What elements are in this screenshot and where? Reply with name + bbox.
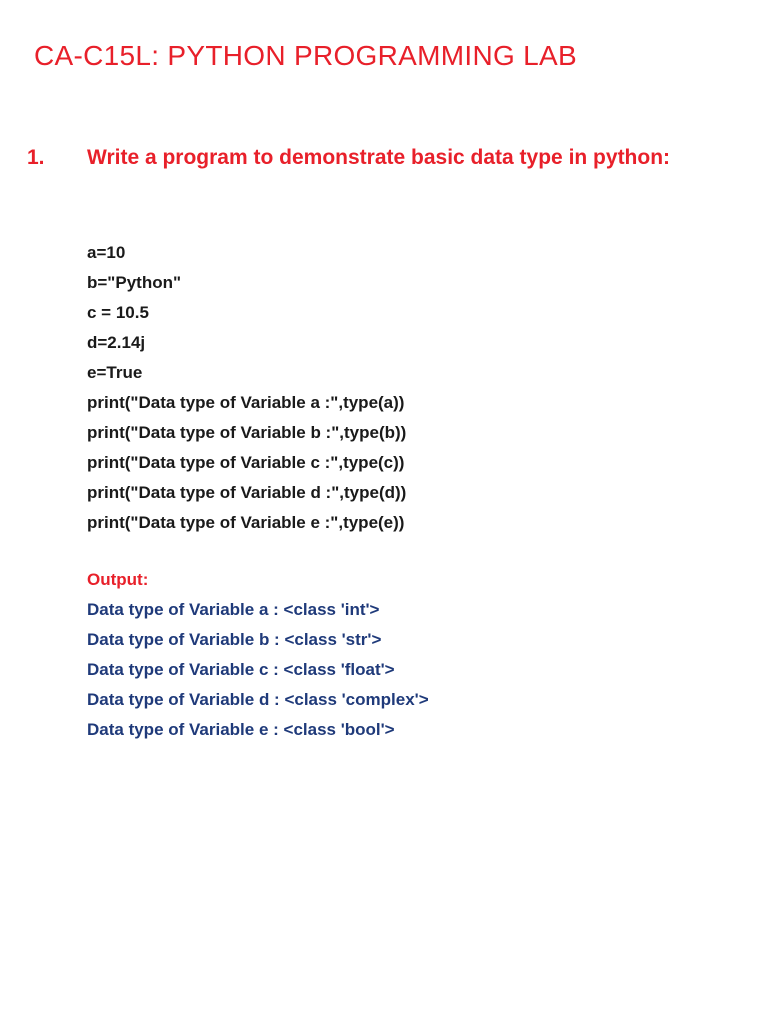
output-heading: Output: (87, 570, 149, 589)
code-line: print("Data type of Variable c :",type(c)) (87, 453, 405, 472)
code-line: print("Data type of Variable a :",type(a)) (87, 393, 405, 412)
code-line: a=10 (87, 243, 126, 262)
code-line: print("Data type of Variable d :",type(d)) (87, 483, 407, 502)
output-line: Data type of Variable c : <class 'float'> (87, 660, 395, 679)
output-block (87, 595, 429, 745)
code-line: print("Data type of Variable b :",type(b)) (87, 423, 407, 442)
code-line: print("Data type of Variable e :",type(e)) (87, 513, 405, 532)
question-text: Write a program to demonstrate basic data type in python: (87, 146, 671, 169)
code-line: c = 10.5 (87, 303, 149, 322)
output-line: Data type of Variable b : <class 'str'> (87, 630, 382, 649)
question-heading (27, 146, 747, 170)
page-title: CA-C15L: PYTHON PROGRAMMING LAB (34, 40, 577, 71)
code-block (87, 238, 406, 538)
question-number: 1. (27, 146, 45, 169)
code-line: e=True (87, 363, 143, 382)
code-line: b="Python" (87, 273, 182, 292)
code-line: d=2.14j (87, 333, 146, 352)
output-line: Data type of Variable d : <class 'complex'> (87, 690, 429, 709)
output-line: Data type of Variable a : <class 'int'> (87, 600, 380, 619)
output-line: Data type of Variable e : <class 'bool'> (87, 720, 395, 739)
